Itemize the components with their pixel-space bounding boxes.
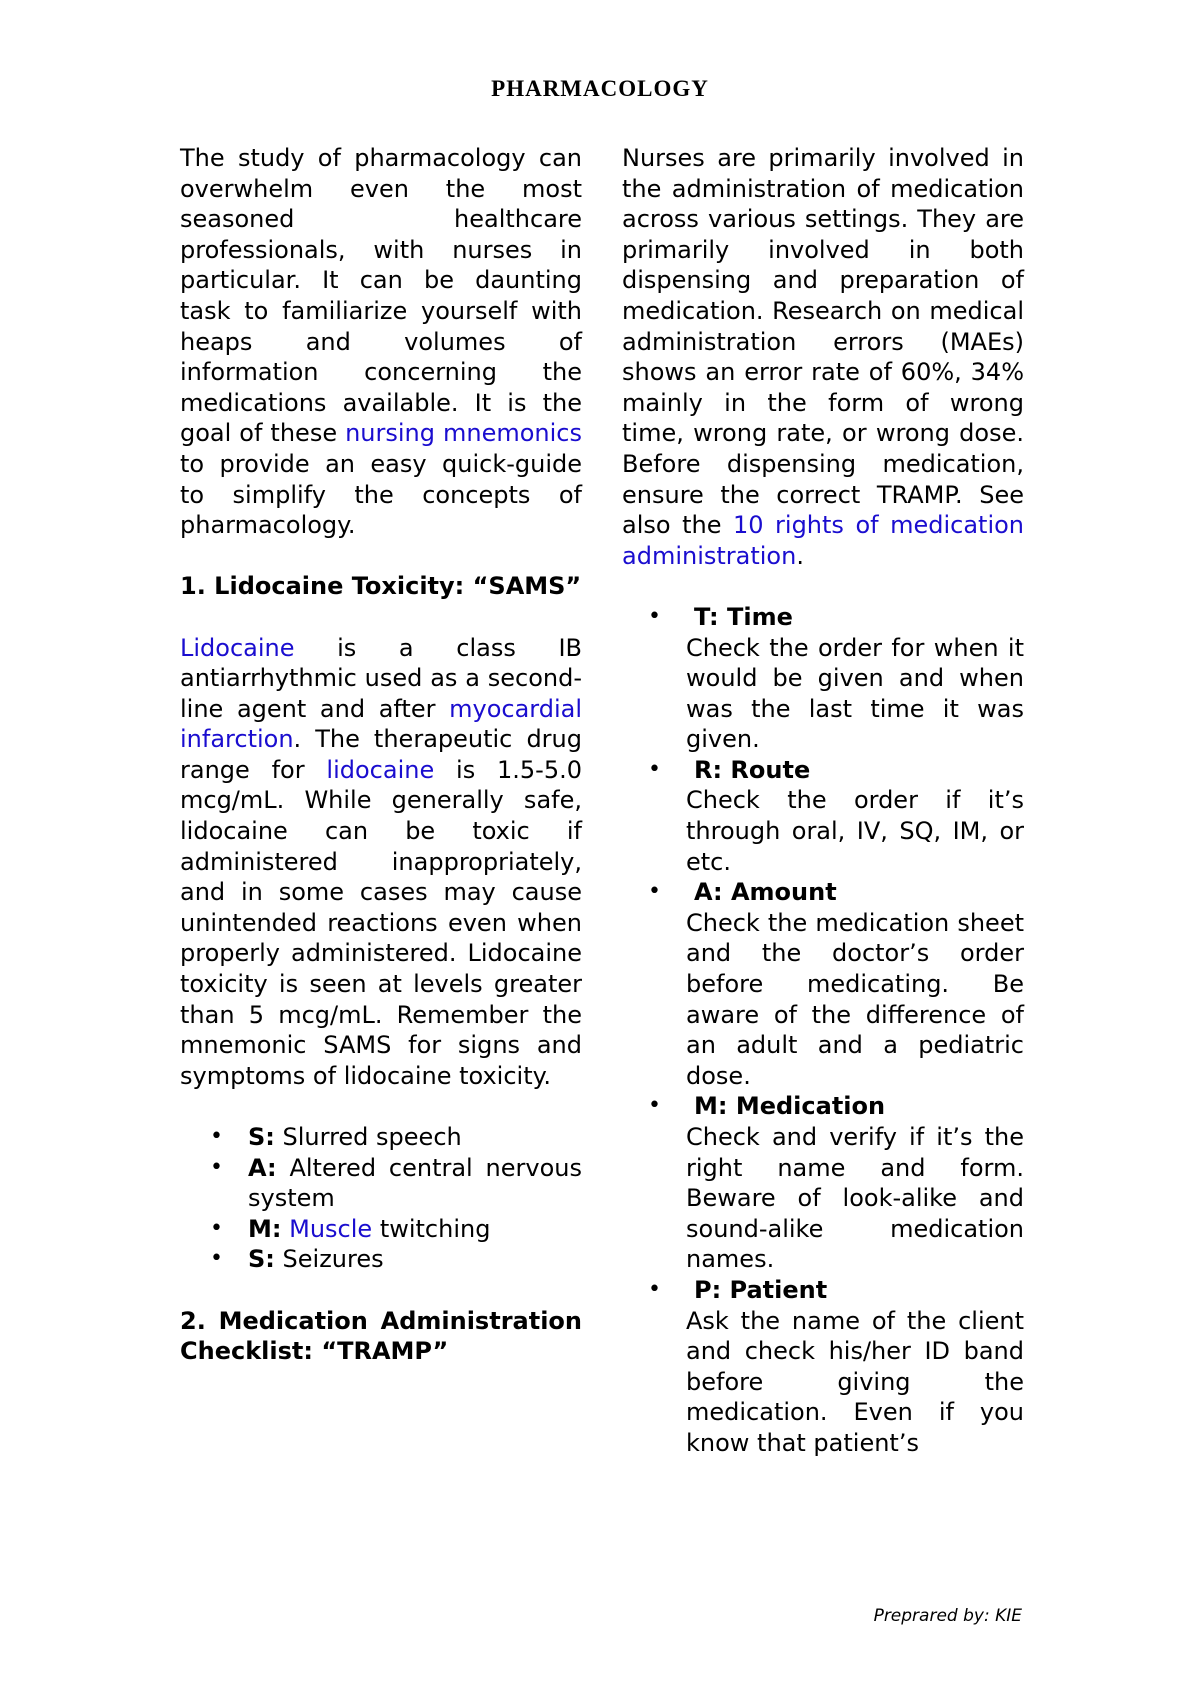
footer-prepared-by: Preprared by: KIE: [873, 1606, 1022, 1626]
lidocaine-link[interactable]: Lidocaine: [180, 633, 295, 662]
list-item: • S: Slurred speech: [180, 1122, 582, 1153]
muscle-link[interactable]: Muscle: [289, 1214, 373, 1243]
tramp-label: • R: Route: [694, 755, 811, 784]
tramp-label: • T: Time: [694, 602, 793, 631]
list-item: • S: Seizures: [180, 1244, 582, 1275]
tramp-label: • A: Amount: [694, 878, 837, 907]
list-item: • R: Route Check the order if it’s through oral, IV, SQ, IM, or etc.: [622, 755, 1024, 877]
list-item: • P: Patient Ask the name of the client and check his/her ID band before giving the medication. Even if you know that patient’s: [622, 1275, 1024, 1459]
tramp-label: • P: Patient: [694, 1275, 828, 1304]
section-2-heading: 2. Medication Administration Checklist: “TRAMP”: [180, 1306, 582, 1366]
ten-rights-link[interactable]: 10 rights of medication administration: [622, 511, 1025, 570]
intro-paragraph: The study of pharmacology can overwhelm even the most seasoned healthcare professionals, with nurses in particular. It can be daunting task to familiarize yourself with heaps and volumes of information concerning the medications available. It is the goal of these nursing mnemonics to provide an easy quick-guide to simplify the concepts of pharmacology.: [180, 144, 582, 540]
tramp-list: [622, 602, 1024, 1459]
section-1-heading: 1. Lidocaine Toxicity: “SAMS”: [180, 572, 582, 601]
lidocaine-link-2[interactable]: lidocaine: [326, 755, 435, 784]
lidocaine-paragraph: Lidocaine is a class IB antiarrhythmic used as a second-line agent and after myocardial infarction. The therapeutic drug range for lidocaine is 1.5-5.0 mcg/mL. While generally safe, lidocaine can be toxic if administered inappropriately, and in some cases may cause unintended reactions even when properly administered. Lidocaine toxicity is seen at levels greater than 5 mcg/mL. Remember the mnemonic SAMS for signs and symptoms of lidocaine toxicity.: [180, 633, 582, 1090]
nurses-paragraph: Nurses are primarily involved in the administration of medication across various settings. They are primarily involved in both dispensing and preparation of medication. Research on medical administration errors (MAEs) shows an error rate of 60%, 34% mainly in the form of wrong time, wrong rate, or wrong dose. Before dispensing medication, ensure the correct TRAMP. See also the 10 rights of medication administration.: [622, 144, 1025, 570]
left-column: [180, 143, 582, 1367]
tramp-label: • M: Medication: [694, 1092, 886, 1121]
nursing-mnemonics-link[interactable]: nursing mnemonics: [345, 419, 582, 448]
list-item: • M: Muscle twitching: [180, 1214, 582, 1245]
list-item: • M: Medication Check and verify if it’s the right name and form. Beware of look-alike and sound-alike medication names.: [622, 1091, 1024, 1275]
right-column: [622, 143, 1024, 1459]
list-item: • A: Amount Check the medication sheet and the doctor’s order before medicating. Be aware of the difference of an adult and a pediatric dose.: [622, 877, 1024, 1091]
myocardial-infarction-link[interactable]: myocardial infarction: [180, 694, 582, 754]
page-title: PHARMACOLOGY: [491, 76, 709, 101]
list-item: • A: Altered central nervous system: [180, 1153, 582, 1214]
list-item: • T: Time Check the order for when it would be given and when was the last time it was given.: [622, 602, 1024, 755]
sams-list: [180, 1122, 582, 1275]
